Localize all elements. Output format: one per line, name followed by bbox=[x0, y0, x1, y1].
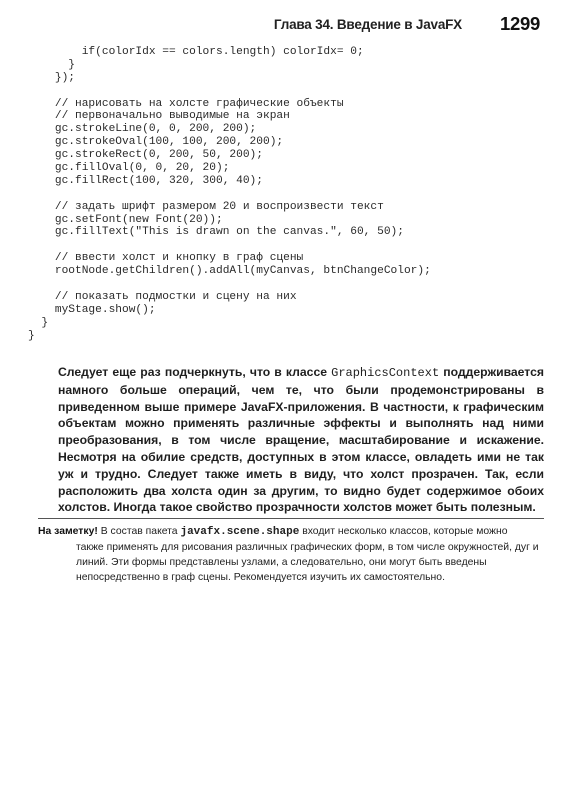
code-line bbox=[28, 278, 548, 291]
code-line: gc.strokeRect(0, 200, 50, 200); bbox=[28, 149, 263, 162]
body-paragraph bbox=[58, 364, 544, 516]
note-label: На заметку! bbox=[38, 526, 98, 537]
page-header bbox=[0, 12, 540, 36]
code-listing bbox=[28, 46, 548, 342]
code-line: gc.fillOval(0, 0, 20, 20); bbox=[28, 162, 230, 175]
page-number: 1299 bbox=[500, 13, 540, 34]
code-line: } bbox=[28, 316, 49, 329]
class-name-inline-code: GraphicsContext bbox=[331, 366, 440, 380]
code-line: // ввести холст и кнопку в граф сцены bbox=[28, 252, 304, 265]
code-line: // показать подмостки и сцену на них bbox=[28, 290, 297, 303]
note-text-first-line-end: входит несколько классов, которые можно bbox=[299, 526, 508, 537]
code-line bbox=[28, 188, 548, 201]
note-first-line bbox=[38, 524, 542, 540]
code-line: if(colorIdx == colors.length) colorIdx= 0; bbox=[28, 46, 364, 58]
code-line bbox=[28, 85, 548, 98]
code-line: gc.setFont(new Font(20)); bbox=[28, 213, 223, 226]
code-line: rootNode.getChildren().addAll(myCanvas, btnChangeColor); bbox=[28, 265, 431, 278]
code-line: // первоначально выводимые на экран bbox=[28, 110, 290, 123]
code-line: // задать шрифт размером 20 и воспроизвести текст bbox=[28, 200, 384, 213]
note-box bbox=[38, 524, 542, 585]
code-line: gc.strokeLine(0, 0, 200, 200); bbox=[28, 123, 257, 136]
note-divider bbox=[38, 518, 544, 519]
package-name-inline-code: javafx.scene.shape bbox=[180, 526, 300, 538]
code-line: } bbox=[28, 58, 75, 71]
code-line bbox=[28, 239, 548, 252]
paragraph-text-start: Следует еще раз подчеркнуть, что в классе bbox=[58, 365, 332, 379]
note-text-body: также применять для рисования различных графических форм, в том числе окружностей, дуг и линий. Эти формы представлены узлами, а следовательно, они могут быть введены непосредственно в граф сцены. Рекомендуется изучить их самостоятельно. bbox=[76, 542, 539, 583]
code-line: // нарисовать на холсте графические объекты bbox=[28, 97, 344, 110]
chapter-title: Глава 34. Введение в JavaFX bbox=[273, 17, 462, 32]
code-line: gc.strokeOval(100, 100, 200, 200); bbox=[28, 136, 284, 149]
code-line: gc.fillText("This is drawn on the canvas.", 60, 50); bbox=[28, 226, 404, 239]
paragraph-text-end: поддерживается намного больше операций, чем те, что были продемонстрированы в приведенном выше примере JavaFX-приложения. В частности, к графическим объектам можно применять различные эффекты и выполнять над ними преобразования, в том числе вращение, масштабирование и искажение. Несмотря на обилие средств, доступных в этом классе, овладеть ими не так уж и трудно. Следует также иметь в виду, что холст прозрачен. Так, если расположить два холста один за другим, то видно будет содержимое обоих холстов. Иногда такое свойство прозрачности холстов может быть полезным. bbox=[58, 365, 545, 515]
code-line: gc.fillRect(100, 320, 300, 40); bbox=[28, 174, 263, 187]
code-line: myStage.show(); bbox=[28, 303, 156, 316]
note-text-intro: В состав пакета bbox=[97, 526, 181, 537]
code-line: }); bbox=[28, 71, 75, 84]
code-line: } bbox=[28, 329, 35, 342]
